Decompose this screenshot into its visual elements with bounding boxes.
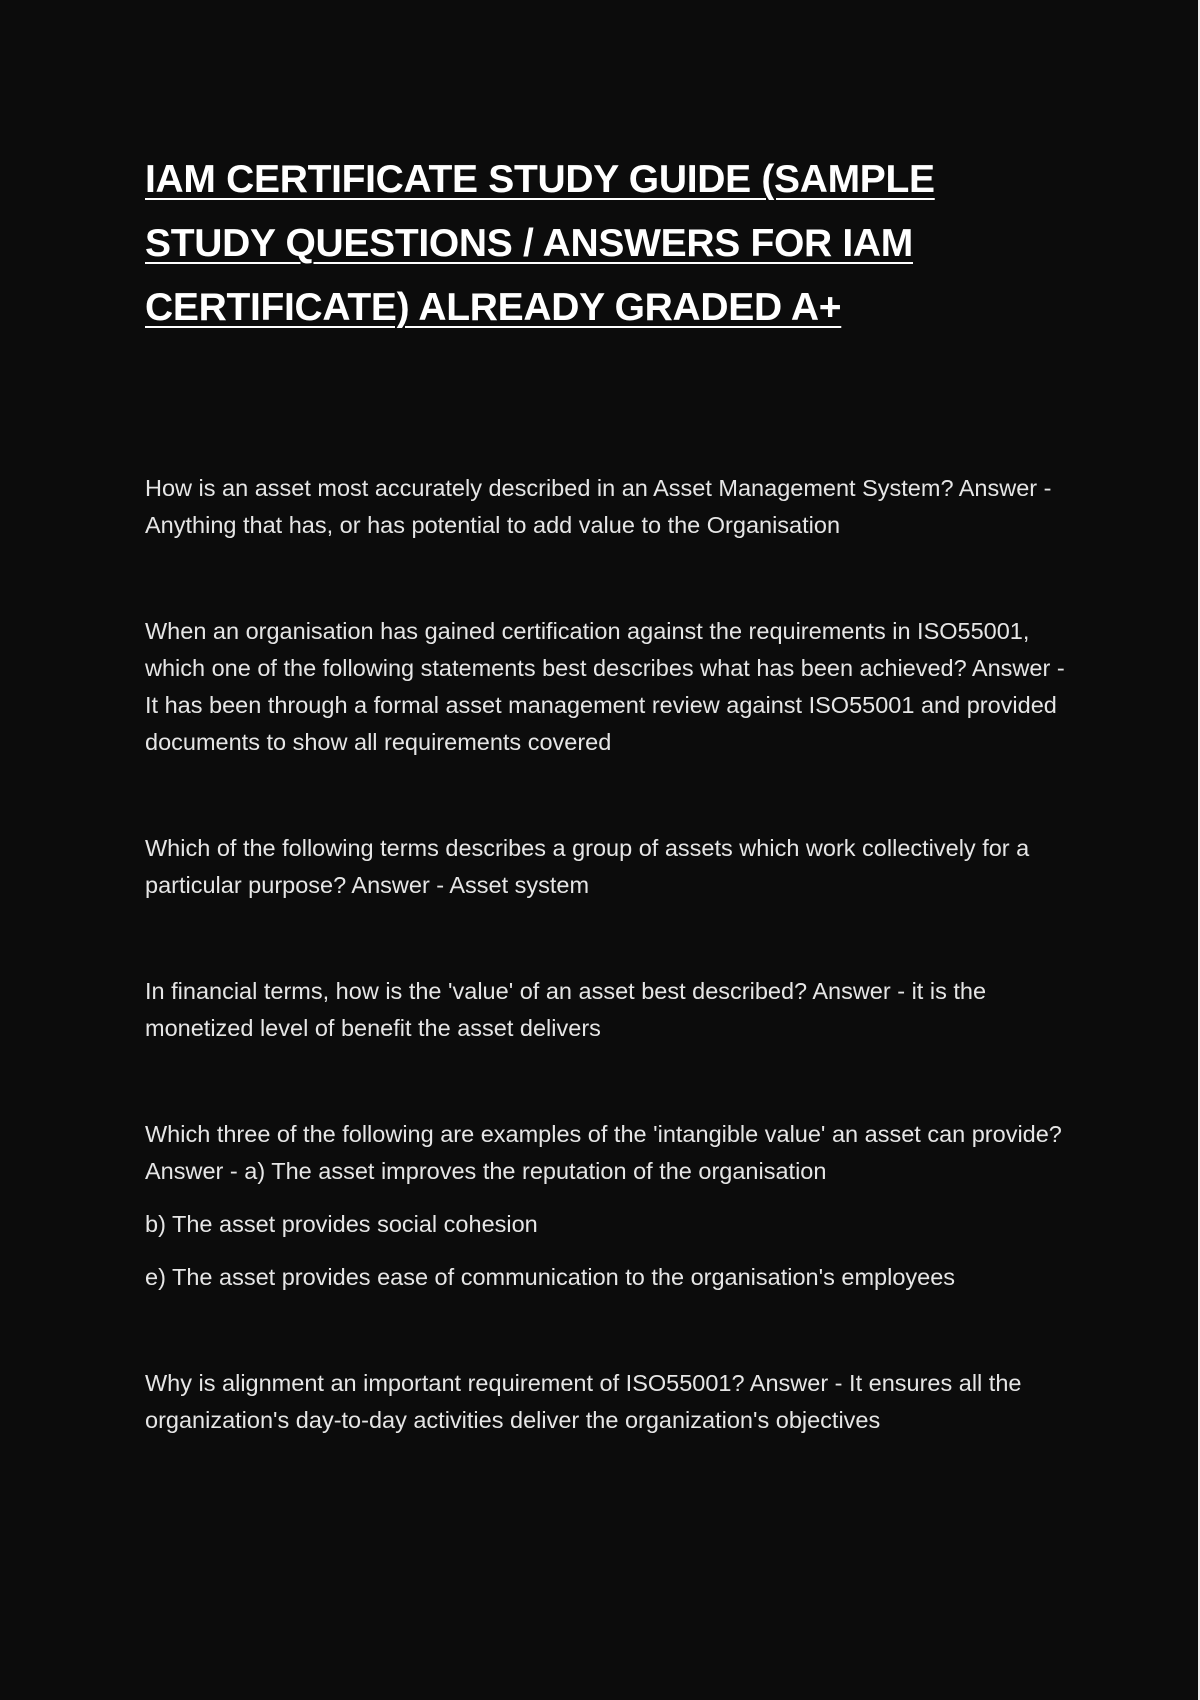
qa-text: Why is alignment an important requirement of ISO55001? Answer - It ensures all the organization's day-to-day activities deliver the organization's objectives [145,1370,1022,1433]
qa-item [145,613,1075,761]
qa-text: How is an asset most accurately described in an Asset Management System? Answer - Anything that has, or has potential to add value to the Organisation [145,475,1052,538]
qa-sub-answer: e) The asset provides ease of communication to the organisation's employees [145,1264,956,1290]
qa-item [145,973,1075,1047]
document-title: IAM CERTIFICATE STUDY GUIDE (SAMPLE STUDY QUESTIONS / ANSWERS FOR IAM CERTIFICATE) ALREADY GRADED A+ [145,158,935,329]
qa-sub-answer: b) The asset provides social cohesion [145,1211,538,1237]
document-content [145,148,1075,1508]
qa-text: Which of the following terms describes a group of assets which work collectively for a particular purpose? Answer - Asset system [145,835,1030,898]
qa-text: Which three of the following are examples of the 'intangible value' an asset can provide? Answer - a) The asset improves the reputation of the organisation [145,1121,1062,1184]
qa-list [145,470,1075,1439]
qa-item [145,1116,1075,1296]
qa-text: When an organisation has gained certification against the requirements in ISO55001, which one of the following statements best describes what has been achieved? Answer - It has been through a formal asset management review against ISO55001 and provided documents to show all requirements covered [145,618,1065,755]
qa-text: In financial terms, how is the 'value' of an asset best described? Answer - it is the monetized level of benefit the asset delivers [145,978,987,1041]
qa-item [145,470,1075,544]
qa-item [145,1365,1075,1439]
qa-item [145,830,1075,904]
